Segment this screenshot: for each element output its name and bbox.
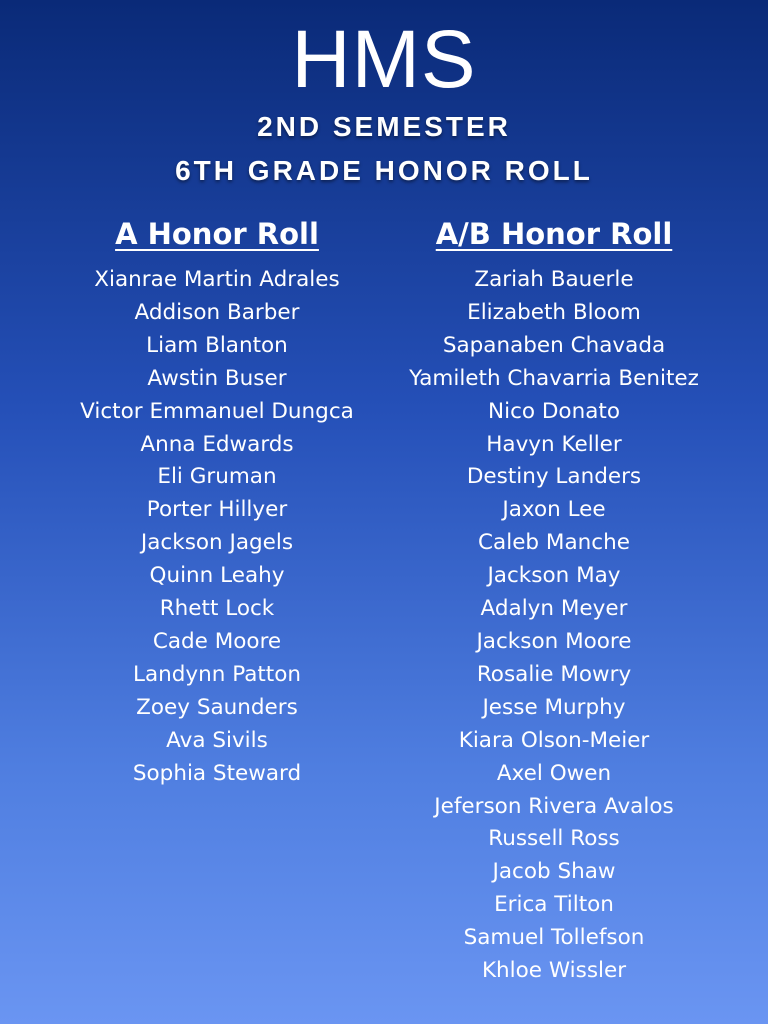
semester-heading: 2ND SEMESTER <box>257 111 511 142</box>
student-name: Zariah Bauerle <box>474 267 634 292</box>
a-honor-roll-column <box>57 214 377 791</box>
student-name: Liam Blanton <box>146 332 288 358</box>
student-name: Sapanaben Chavada <box>442 332 666 358</box>
student-name: Jesse Murphy <box>482 694 626 720</box>
student-name: Elizabeth Bloom <box>467 299 641 325</box>
ab-honor-roll-title: A/B Honor Roll <box>435 217 673 251</box>
student-name: Xianrae Martin Adrales <box>94 267 340 292</box>
a-honor-roll-list <box>57 264 377 791</box>
student-name: Khloe Wissler <box>481 958 627 984</box>
ab-honor-roll-list <box>394 264 714 988</box>
student-name: Adalyn Meyer <box>480 596 628 622</box>
student-name: Jeferson Rivera Avalos <box>434 793 674 819</box>
student-name: Awstin Buser <box>147 365 287 391</box>
student-name: Axel Owen <box>496 760 612 786</box>
student-name: Porter Hillyer <box>146 497 288 523</box>
student-name: Caleb Manche <box>478 530 630 556</box>
student-name: Jackson Jagels <box>140 530 294 556</box>
student-name: Erica Tilton <box>494 892 614 918</box>
student-name: Addison Barber <box>134 299 300 325</box>
student-name: Jackson Moore <box>476 628 632 654</box>
student-name: Eli Gruman <box>157 464 277 490</box>
student-name: Sophia Steward <box>132 760 302 786</box>
ab-honor-roll-column <box>394 214 714 988</box>
student-name: Rhett Lock <box>159 596 275 622</box>
student-name: Destiny Landers <box>466 464 642 490</box>
student-name: Jackson May <box>487 563 621 589</box>
student-name: Jaxon Lee <box>502 497 606 523</box>
student-name: Landynn Patton <box>132 661 302 687</box>
student-name: Jacob Shaw <box>492 859 616 885</box>
student-name: Nico Donato <box>488 398 620 424</box>
grade-honor-roll-heading: 6TH GRADE HONOR ROLL <box>175 155 593 186</box>
student-name: Rosalie Mowry <box>476 661 632 687</box>
a-honor-roll-title: A Honor Roll <box>115 217 319 251</box>
student-name: Yamileth Chavarria Benitez <box>409 365 699 391</box>
student-name: Samuel Tollefson <box>463 925 645 951</box>
student-name: Russell Ross <box>488 826 620 852</box>
school-title: HMS <box>291 14 477 105</box>
student-name: Zoey Saunders <box>136 694 298 720</box>
student-name: Cade Moore <box>152 628 282 654</box>
student-name: Anna Edwards <box>140 431 294 457</box>
student-name: Victor Emmanuel Dungca <box>80 398 354 424</box>
student-name: Quinn Leahy <box>149 563 285 589</box>
student-name: Ava Sivils <box>166 727 268 753</box>
student-name: Kiara Olson-Meier <box>458 727 650 753</box>
student-name: Havyn Keller <box>486 431 622 457</box>
